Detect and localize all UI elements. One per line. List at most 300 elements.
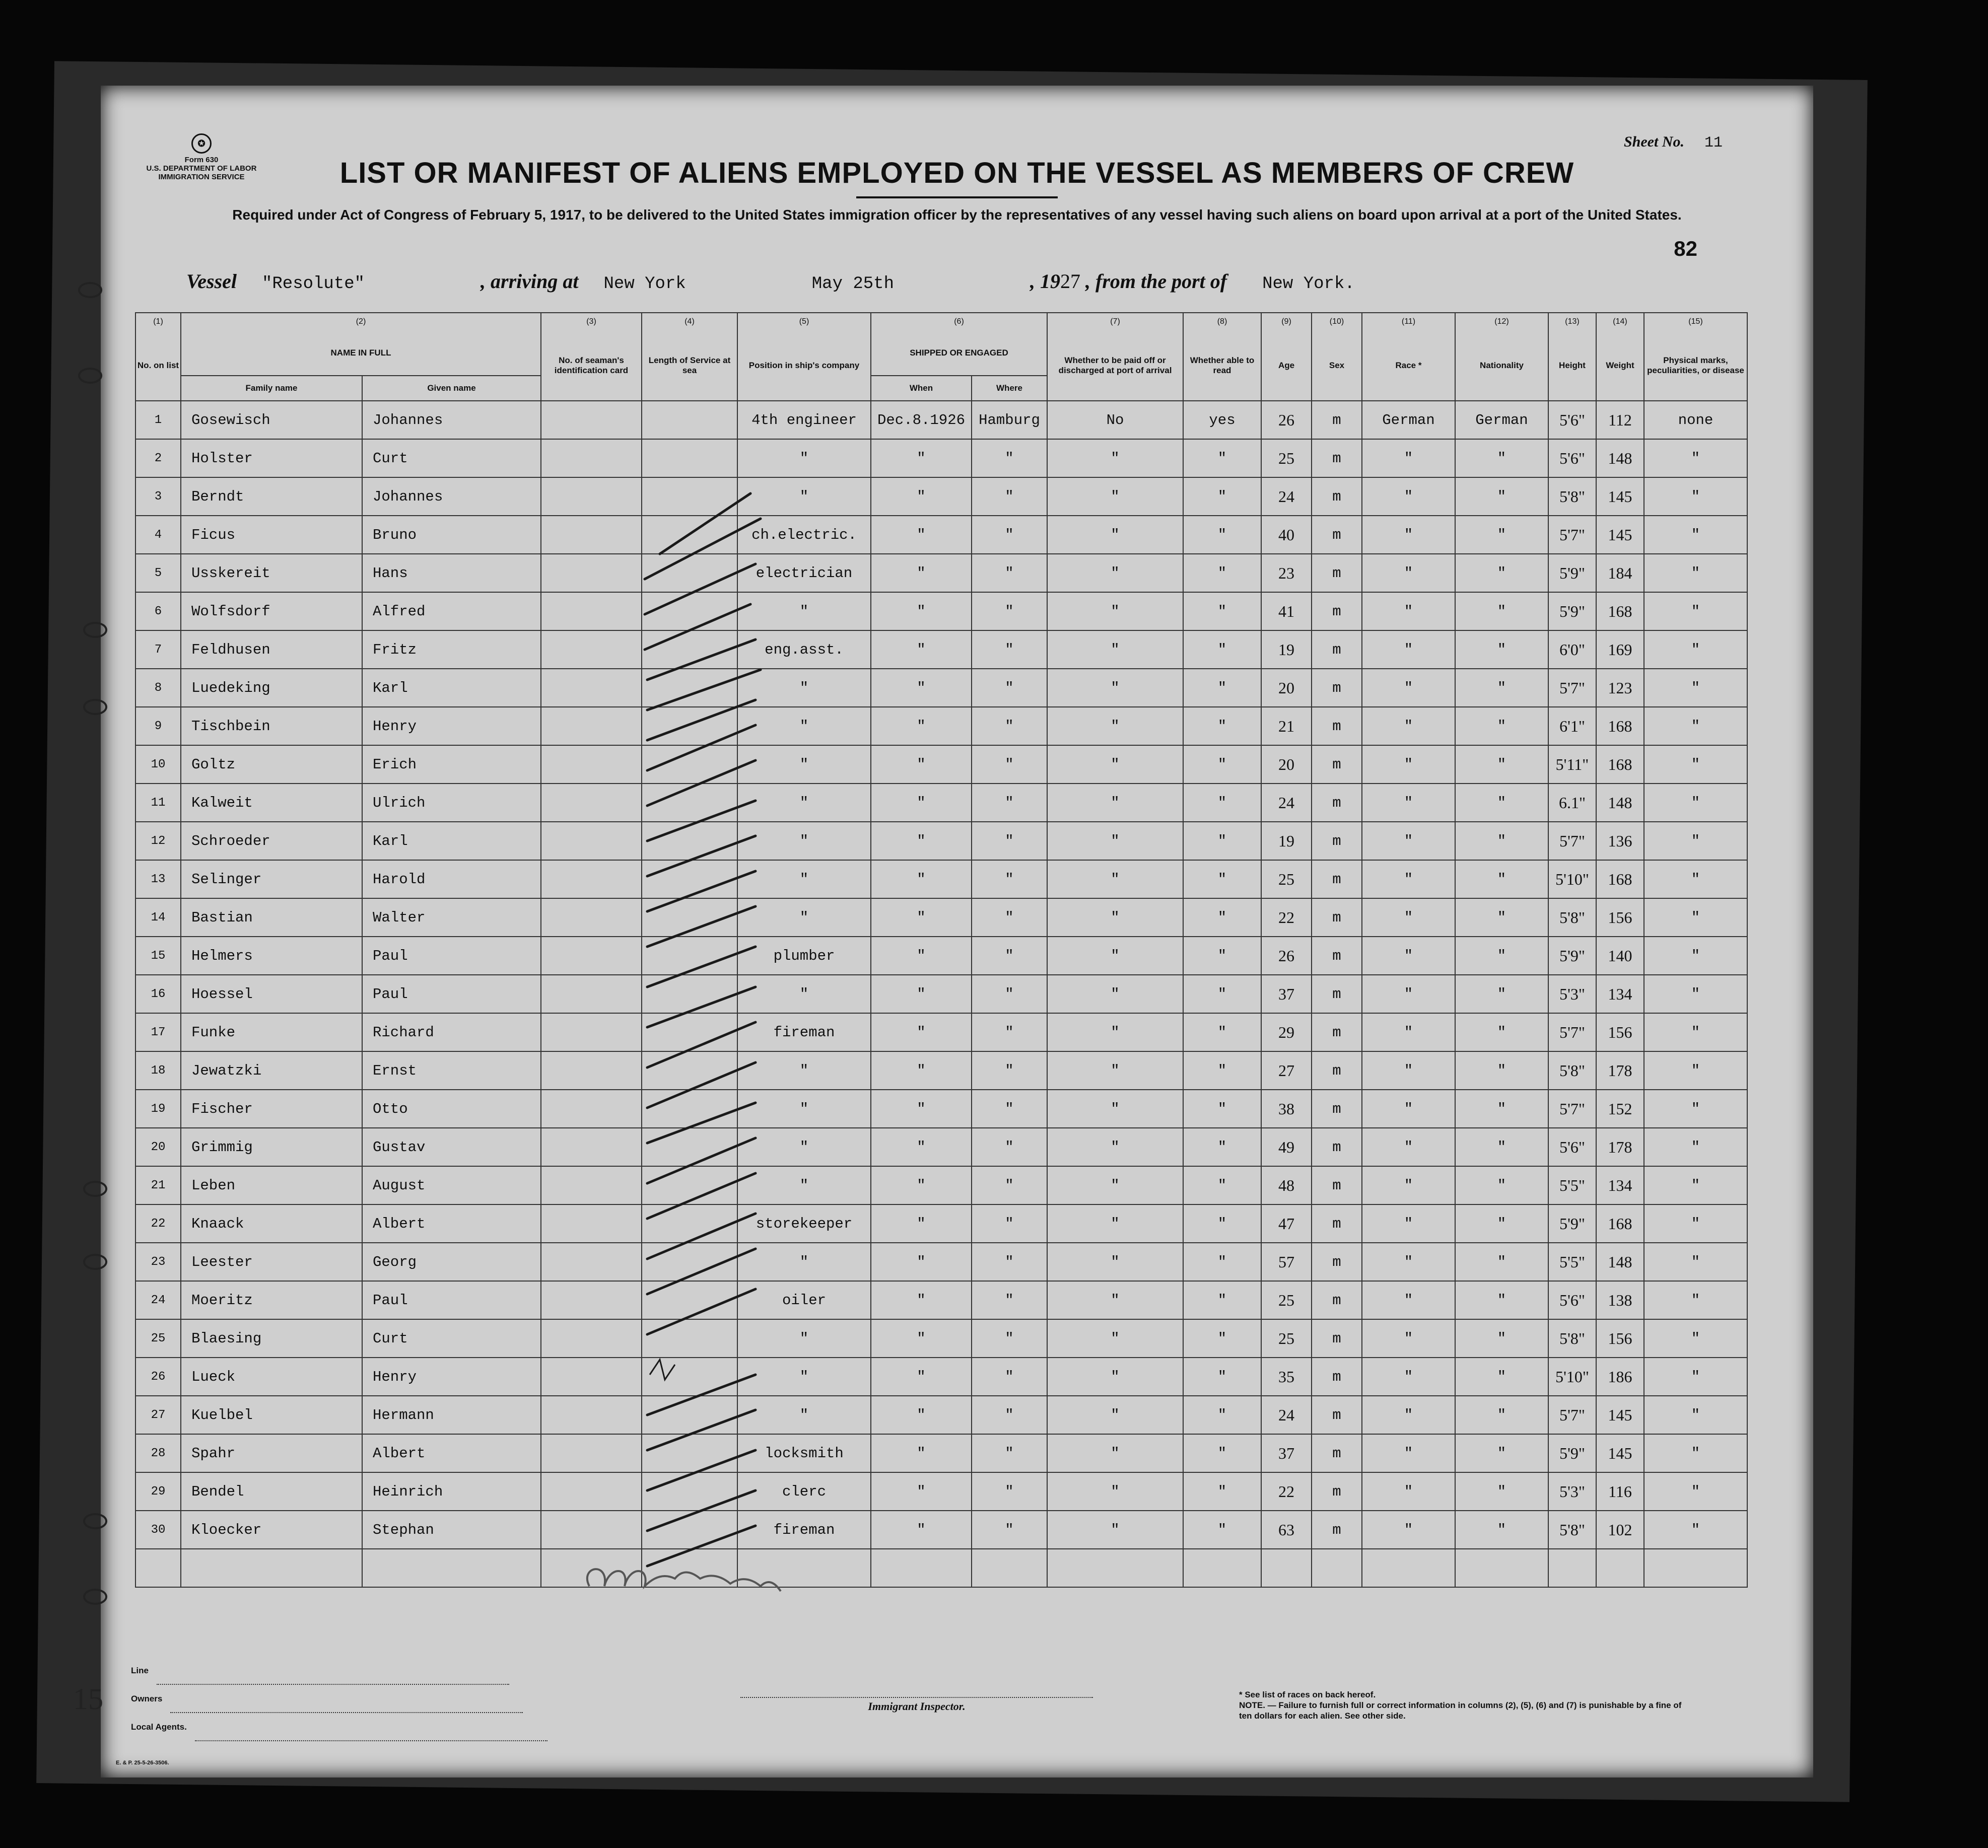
cell-age: 63 xyxy=(1261,1511,1312,1549)
cell-no: 17 xyxy=(135,1013,181,1051)
cell-when: " xyxy=(871,630,972,669)
cell-given: Ernst xyxy=(362,1051,541,1090)
cell-sex: m xyxy=(1312,669,1362,707)
cell-age: 47 xyxy=(1261,1204,1312,1243)
table-row xyxy=(135,439,1747,477)
cell-nationality: " xyxy=(1455,669,1548,707)
table-row xyxy=(135,898,1747,937)
cell-position: " xyxy=(737,1051,871,1090)
cell-nationality: " xyxy=(1455,1434,1548,1472)
cell-paid: " xyxy=(1047,898,1183,937)
cell-given: Harold xyxy=(362,860,541,898)
cell-paid: " xyxy=(1047,860,1183,898)
cell-age: 57 xyxy=(1261,1243,1312,1281)
colnum: (12) xyxy=(1455,313,1548,330)
cell-weight: 112 xyxy=(1596,401,1644,439)
cell-sex: m xyxy=(1312,1166,1362,1204)
cell-sex: m xyxy=(1312,1434,1362,1472)
cell-sex: m xyxy=(1312,1281,1362,1319)
cell-where: " xyxy=(972,477,1047,516)
cell-marks: " xyxy=(1644,975,1747,1013)
cell-nationality: " xyxy=(1455,1472,1548,1511)
cell-nationality: " xyxy=(1455,707,1548,745)
arrival-year: 27 xyxy=(1060,270,1080,293)
cell-nationality: " xyxy=(1455,592,1548,630)
cell-family: Usskereit xyxy=(181,554,362,592)
table-row xyxy=(135,745,1747,784)
cell-age: 48 xyxy=(1261,1166,1312,1204)
header-when: When xyxy=(871,376,972,401)
cell-paid: " xyxy=(1047,1243,1183,1281)
cell-position: ch.electric. xyxy=(737,516,871,554)
sheet-number-value: 11 xyxy=(1704,134,1723,152)
cell-given: Stephan xyxy=(362,1511,541,1549)
cell-when: " xyxy=(871,554,972,592)
cell-height: 5'6" xyxy=(1548,1281,1596,1319)
header-able-read: Whether able to read xyxy=(1183,330,1261,401)
arriving-label: , arriving at xyxy=(481,270,579,293)
cell-age: 24 xyxy=(1261,1396,1312,1434)
cell-card xyxy=(541,669,642,707)
cell-position: eng.asst. xyxy=(737,630,871,669)
cell-read: " xyxy=(1183,1396,1261,1434)
owners-label: Owners xyxy=(131,1694,163,1703)
cell-family: Wolfsdorf xyxy=(181,592,362,630)
table-row xyxy=(135,669,1747,707)
cell-sex: m xyxy=(1312,401,1362,439)
sheet-number xyxy=(1624,133,1723,152)
cell-family: Moeritz xyxy=(181,1281,362,1319)
form-number: Form 630 xyxy=(184,156,219,164)
cell-card xyxy=(541,745,642,784)
year-prefix: , 19 xyxy=(1030,270,1060,293)
cell-race: " xyxy=(1362,937,1455,975)
cell-when: " xyxy=(871,477,972,516)
cell-height: 5'3" xyxy=(1548,975,1596,1013)
header-paid-off: Whether to be paid off or discharged at port of arrival xyxy=(1047,330,1183,401)
cell-given: Hans xyxy=(362,554,541,592)
cell-weight: 148 xyxy=(1596,439,1644,477)
cell-height: 6.1" xyxy=(1548,784,1596,822)
cell-card xyxy=(541,898,642,937)
cell-family: Holster xyxy=(181,439,362,477)
table-row xyxy=(135,860,1747,898)
cell-where: " xyxy=(972,822,1047,860)
cell-paid: " xyxy=(1047,1090,1183,1128)
cell-card xyxy=(541,1511,642,1549)
cell-position: electrician xyxy=(737,554,871,592)
cell-height: 5'8" xyxy=(1548,1319,1596,1358)
cell-family: Goltz xyxy=(181,745,362,784)
cell-read: " xyxy=(1183,554,1261,592)
cell-where: " xyxy=(972,516,1047,554)
cell-marks: " xyxy=(1644,784,1747,822)
cell-weight: 145 xyxy=(1596,1434,1644,1472)
cell-nationality: " xyxy=(1455,516,1548,554)
cell-sex: m xyxy=(1312,898,1362,937)
cell-marks: " xyxy=(1644,669,1747,707)
cell-card xyxy=(541,477,642,516)
cell-where: " xyxy=(972,1013,1047,1051)
cell-given: Ulrich xyxy=(362,784,541,822)
cell-given: Curt xyxy=(362,439,541,477)
cell-position: storekeeper xyxy=(737,1204,871,1243)
cell-marks: " xyxy=(1644,630,1747,669)
cell-race: " xyxy=(1362,1243,1455,1281)
cell-age: 25 xyxy=(1261,1281,1312,1319)
cell-position: fireman xyxy=(737,1511,871,1549)
vessel-line xyxy=(186,269,1355,294)
blank-row xyxy=(135,1549,1747,1587)
cell-when: " xyxy=(871,707,972,745)
cell-sex: m xyxy=(1312,1396,1362,1434)
cell-weight: 184 xyxy=(1596,554,1644,592)
cell-family: Leester xyxy=(181,1243,362,1281)
cell-family: Jewatzki xyxy=(181,1051,362,1090)
cell-height: 6'1" xyxy=(1548,707,1596,745)
cell-where: " xyxy=(972,784,1047,822)
cell-read: " xyxy=(1183,1319,1261,1358)
cell-position: " xyxy=(737,784,871,822)
table-row xyxy=(135,477,1747,516)
cell-read: " xyxy=(1183,1243,1261,1281)
cell-given: Karl xyxy=(362,822,541,860)
cell-no: 11 xyxy=(135,784,181,822)
cell-race: " xyxy=(1362,1472,1455,1511)
colnum: (3) xyxy=(541,313,642,330)
cell-no: 27 xyxy=(135,1396,181,1434)
cell-family: Spahr xyxy=(181,1434,362,1472)
cell-weight: 148 xyxy=(1596,1243,1644,1281)
cell-nationality: " xyxy=(1455,439,1548,477)
table-row xyxy=(135,1051,1747,1090)
cell-card xyxy=(541,516,642,554)
cell-sex: m xyxy=(1312,1090,1362,1128)
check-marks xyxy=(640,488,771,1596)
cell-age: 22 xyxy=(1261,898,1312,937)
cell-marks: " xyxy=(1644,554,1747,592)
cell-nationality: " xyxy=(1455,784,1548,822)
cell-read: " xyxy=(1183,1434,1261,1472)
cell-race: German xyxy=(1362,401,1455,439)
cell-where: " xyxy=(972,898,1047,937)
colnum: (8) xyxy=(1183,313,1261,330)
cell-when: " xyxy=(871,1511,972,1549)
header-nationality: Nationality xyxy=(1455,330,1548,401)
cell-card xyxy=(541,1051,642,1090)
header-position: Position in ship's company xyxy=(737,330,871,401)
cell-race: " xyxy=(1362,822,1455,860)
cell-card xyxy=(541,1090,642,1128)
cell-given: Hermann xyxy=(362,1396,541,1434)
cell-race: " xyxy=(1362,439,1455,477)
cell-paid: " xyxy=(1047,1013,1183,1051)
cell-read: " xyxy=(1183,1166,1261,1204)
cell-position: " xyxy=(737,439,871,477)
colnum: (14) xyxy=(1596,313,1644,330)
header-shipped-engaged: SHIPPED OR ENGAGED xyxy=(871,330,1047,376)
cell-given: Otto xyxy=(362,1090,541,1128)
cell-read: " xyxy=(1183,1472,1261,1511)
punch-hole-icon xyxy=(78,368,102,384)
cell-race: " xyxy=(1362,707,1455,745)
owners-field xyxy=(170,1702,523,1713)
header-sex: Sex xyxy=(1312,330,1362,401)
table-row xyxy=(135,1396,1747,1434)
cell-height: 5'8" xyxy=(1548,898,1596,937)
cell-age: 26 xyxy=(1261,401,1312,439)
table-row xyxy=(135,1472,1747,1511)
cell-read: " xyxy=(1183,439,1261,477)
cell-no: 5 xyxy=(135,554,181,592)
cell-when: " xyxy=(871,860,972,898)
department-seal-icon: ✪ xyxy=(191,133,212,154)
cell-read: " xyxy=(1183,1511,1261,1549)
cell-marks: " xyxy=(1644,1319,1747,1358)
cell-age: 38 xyxy=(1261,1090,1312,1128)
cell-no: 10 xyxy=(135,745,181,784)
cell-weight: 156 xyxy=(1596,1013,1644,1051)
cell-no: 30 xyxy=(135,1511,181,1549)
cell-no: 4 xyxy=(135,516,181,554)
cell-read: " xyxy=(1183,630,1261,669)
cell-when: Dec.8.1926 xyxy=(871,401,972,439)
cell-family: Kuelbel xyxy=(181,1396,362,1434)
cell-nationality: " xyxy=(1455,898,1548,937)
cell-sex: m xyxy=(1312,745,1362,784)
cell-given: Bruno xyxy=(362,516,541,554)
cell-position: " xyxy=(737,1166,871,1204)
cell-read: " xyxy=(1183,1013,1261,1051)
cell-race: " xyxy=(1362,516,1455,554)
cell-no: 1 xyxy=(135,401,181,439)
cell-card xyxy=(541,1434,642,1472)
cell-where: " xyxy=(972,592,1047,630)
cell-age: 21 xyxy=(1261,707,1312,745)
cell-family: Funke xyxy=(181,1013,362,1051)
cell-family: Kalweit xyxy=(181,784,362,822)
cell-where: Hamburg xyxy=(972,401,1047,439)
header-where: Where xyxy=(972,376,1047,401)
arrival-date: May 25th xyxy=(811,274,894,294)
cell-age: 40 xyxy=(1261,516,1312,554)
title-rule xyxy=(856,196,1058,198)
cell-weight: 178 xyxy=(1596,1128,1644,1166)
cell-when: " xyxy=(871,898,972,937)
cell-race: " xyxy=(1362,745,1455,784)
cell-race: " xyxy=(1362,784,1455,822)
cell-position: " xyxy=(737,822,871,860)
cell-height: 5'7" xyxy=(1548,1396,1596,1434)
cell-read: " xyxy=(1183,592,1261,630)
cell-given: Georg xyxy=(362,1243,541,1281)
cell-read: " xyxy=(1183,937,1261,975)
cell-race: " xyxy=(1362,1434,1455,1472)
pencil-mark: 15 xyxy=(73,1682,103,1716)
cell-nationality: " xyxy=(1455,745,1548,784)
cell-position: plumber xyxy=(737,937,871,975)
cell-given: Albert xyxy=(362,1204,541,1243)
cell-marks: " xyxy=(1644,439,1747,477)
cell-when: " xyxy=(871,1434,972,1472)
cell-height: 5'9" xyxy=(1548,592,1596,630)
cell-read: " xyxy=(1183,1128,1261,1166)
cell-given: Henry xyxy=(362,1358,541,1396)
cell-no: 16 xyxy=(135,975,181,1013)
cell-height: 5'9" xyxy=(1548,1434,1596,1472)
cell-when: " xyxy=(871,1204,972,1243)
from-port-label: , from the port of xyxy=(1085,270,1227,293)
cell-weight: 168 xyxy=(1596,592,1644,630)
cell-position: oiler xyxy=(737,1281,871,1319)
crew-table xyxy=(135,312,1748,1588)
cell-given: Richard xyxy=(362,1013,541,1051)
cell-age: 25 xyxy=(1261,1319,1312,1358)
cell-family: Leben xyxy=(181,1166,362,1204)
cell-sex: m xyxy=(1312,1358,1362,1396)
cell-where: " xyxy=(972,1511,1047,1549)
colnum: (9) xyxy=(1261,313,1312,330)
cell-family: Kloecker xyxy=(181,1511,362,1549)
cell-weight: 145 xyxy=(1596,477,1644,516)
cell-age: 22 xyxy=(1261,1472,1312,1511)
table-row xyxy=(135,1090,1747,1128)
cell-age: 29 xyxy=(1261,1013,1312,1051)
cell-weight: 168 xyxy=(1596,1204,1644,1243)
cell-when: " xyxy=(871,1166,972,1204)
cell-age: 20 xyxy=(1261,745,1312,784)
cell-card xyxy=(541,1166,642,1204)
cell-service xyxy=(642,439,737,477)
cell-position: 4th engineer xyxy=(737,401,871,439)
cell-race: " xyxy=(1362,1319,1455,1358)
cell-paid: No xyxy=(1047,401,1183,439)
cell-height: 5'10" xyxy=(1548,1358,1596,1396)
cell-age: 27 xyxy=(1261,1051,1312,1090)
cell-position: " xyxy=(737,898,871,937)
cell-race: " xyxy=(1362,860,1455,898)
cell-card xyxy=(541,439,642,477)
cell-weight: 134 xyxy=(1596,975,1644,1013)
cell-family: Luedeking xyxy=(181,669,362,707)
cell-sex: m xyxy=(1312,937,1362,975)
cell-height: 5'10" xyxy=(1548,860,1596,898)
cell-no: 22 xyxy=(135,1204,181,1243)
cell-where: " xyxy=(972,937,1047,975)
cell-weight: 168 xyxy=(1596,745,1644,784)
cell-no: 7 xyxy=(135,630,181,669)
cell-when: " xyxy=(871,975,972,1013)
cell-read: " xyxy=(1183,1358,1261,1396)
cell-nationality: " xyxy=(1455,1396,1548,1434)
cell-position: " xyxy=(737,477,871,516)
cell-card xyxy=(541,784,642,822)
header-name-in-full: NAME IN FULL xyxy=(181,330,541,376)
cell-paid: " xyxy=(1047,1166,1183,1204)
cell-race: " xyxy=(1362,898,1455,937)
cell-card xyxy=(541,860,642,898)
cell-marks: " xyxy=(1644,937,1747,975)
cell-race: " xyxy=(1362,554,1455,592)
cell-no: 29 xyxy=(135,1472,181,1511)
cell-marks: " xyxy=(1644,707,1747,745)
cell-position: " xyxy=(737,1128,871,1166)
column-number-row xyxy=(135,313,1747,330)
cell-when: " xyxy=(871,784,972,822)
table-row xyxy=(135,1013,1747,1051)
cell-read: " xyxy=(1183,1204,1261,1243)
cell-race: " xyxy=(1362,592,1455,630)
cell-marks: " xyxy=(1644,1434,1747,1472)
cell-card xyxy=(541,1281,642,1319)
blank-row-group xyxy=(135,1549,1747,1587)
cell-read: " xyxy=(1183,784,1261,822)
cell-when: " xyxy=(871,937,972,975)
cell-position: clerc xyxy=(737,1472,871,1511)
cell-read: " xyxy=(1183,1090,1261,1128)
cell-family: Bendel xyxy=(181,1472,362,1511)
cell-marks: " xyxy=(1644,477,1747,516)
agents-label: Local Agents. xyxy=(131,1722,187,1732)
cell-race: " xyxy=(1362,1358,1455,1396)
cell-position: locksmith xyxy=(737,1434,871,1472)
cell-when: " xyxy=(871,1319,972,1358)
cell-height: 5'7" xyxy=(1548,1013,1596,1051)
cell-race: " xyxy=(1362,1396,1455,1434)
cell-nationality: " xyxy=(1455,1204,1548,1243)
cell-race: " xyxy=(1362,630,1455,669)
table-row xyxy=(135,1281,1747,1319)
cell-sex: m xyxy=(1312,784,1362,822)
cell-given: Paul xyxy=(362,975,541,1013)
cell-given: August xyxy=(362,1166,541,1204)
cell-card xyxy=(541,630,642,669)
cell-service xyxy=(642,401,737,439)
cell-sex: m xyxy=(1312,975,1362,1013)
cell-height: 5'5" xyxy=(1548,1243,1596,1281)
cell-paid: " xyxy=(1047,630,1183,669)
cell-weight: 156 xyxy=(1596,898,1644,937)
cell-height: 6'0" xyxy=(1548,630,1596,669)
cell-no: 25 xyxy=(135,1319,181,1358)
cell-family: Bastian xyxy=(181,898,362,937)
cell-marks: " xyxy=(1644,1243,1747,1281)
cell-where: " xyxy=(972,1472,1047,1511)
table-row xyxy=(135,937,1747,975)
colnum: (4) xyxy=(642,313,737,330)
cell-no: 9 xyxy=(135,707,181,745)
cell-weight: 102 xyxy=(1596,1511,1644,1549)
cell-when: " xyxy=(871,669,972,707)
colnum: (7) xyxy=(1047,313,1183,330)
cell-position: " xyxy=(737,592,871,630)
cell-given: Paul xyxy=(362,937,541,975)
cell-paid: " xyxy=(1047,1434,1183,1472)
cell-where: " xyxy=(972,1434,1047,1472)
cell-read: " xyxy=(1183,516,1261,554)
cell-sex: m xyxy=(1312,477,1362,516)
table-row xyxy=(135,784,1747,822)
cell-height: 5'7" xyxy=(1548,516,1596,554)
cell-marks: " xyxy=(1644,1511,1747,1549)
cell-age: 35 xyxy=(1261,1358,1312,1396)
cell-height: 5'5" xyxy=(1548,1166,1596,1204)
cell-given: Erich xyxy=(362,745,541,784)
cell-family: Berndt xyxy=(181,477,362,516)
cell-sex: m xyxy=(1312,1511,1362,1549)
cell-sex: m xyxy=(1312,822,1362,860)
cell-where: " xyxy=(972,554,1047,592)
